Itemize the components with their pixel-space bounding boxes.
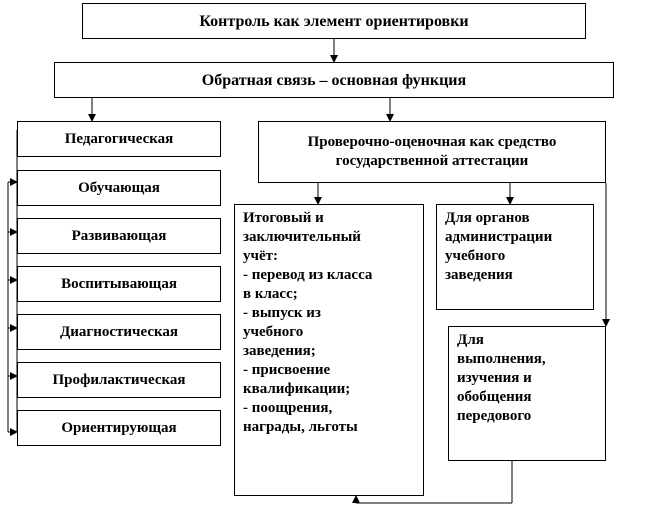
function-box-developing (17, 218, 221, 254)
function-label: Профилактическая (52, 371, 186, 388)
function-box-orienting (17, 410, 221, 446)
function-label: Диагностическая (59, 323, 179, 340)
advanced-line: обобщения (457, 389, 532, 405)
verification-title-line: государственной аттестации (335, 153, 529, 169)
final-account-line: Итоговый и (243, 210, 324, 226)
final-account-line: учёт: (243, 248, 278, 264)
final-account-line: заведения; (243, 343, 316, 359)
advanced-line: изучения и (457, 370, 532, 386)
function-box-preventive (17, 362, 221, 398)
admin-line: заведения (445, 267, 513, 283)
final-account-line: награды, льготы (243, 419, 358, 435)
top-title: Контроль как элемент ориентировки (199, 12, 469, 30)
function-box-pedagogical (17, 121, 221, 157)
function-label: Воспитывающая (61, 275, 177, 292)
final-account-line: в класс; (243, 286, 298, 302)
function-label: Ориентирующая (61, 419, 177, 436)
function-box-educating (17, 266, 221, 302)
advanced-line: выполнения, (457, 351, 546, 367)
admin-box (436, 204, 594, 310)
final-account-line: - присвоение (243, 362, 331, 378)
function-label: Развивающая (71, 227, 167, 244)
advanced-line: передового (457, 408, 532, 424)
final-account-line: заключительный (243, 229, 361, 245)
admin-line: учебного (445, 248, 506, 264)
advanced-experience-box (448, 326, 606, 461)
function-label: Педагогическая (64, 130, 174, 147)
final-account-line: квалификации; (243, 381, 351, 397)
final-account-line: - выпуск из (243, 305, 321, 321)
function-box-teaching (17, 170, 221, 206)
advanced-line: Для (457, 332, 484, 348)
admin-line: Для органов (445, 210, 530, 226)
main-function-box (54, 62, 614, 98)
verification-title-line: Проверочно-оценочная как средство (307, 134, 557, 150)
final-account-box (234, 204, 424, 496)
function-box-diagnostic (17, 314, 221, 350)
final-account-line: учебного (243, 324, 304, 340)
final-account-line: - поощрения, (243, 400, 333, 416)
function-label: Обучающая (78, 179, 160, 196)
main-title: Обратная связь – основная функция (201, 71, 467, 89)
final-account-line: - перевод из класса (243, 267, 373, 283)
admin-line: администрации (445, 229, 553, 245)
top-box (82, 3, 586, 39)
verification-box (258, 121, 606, 183)
